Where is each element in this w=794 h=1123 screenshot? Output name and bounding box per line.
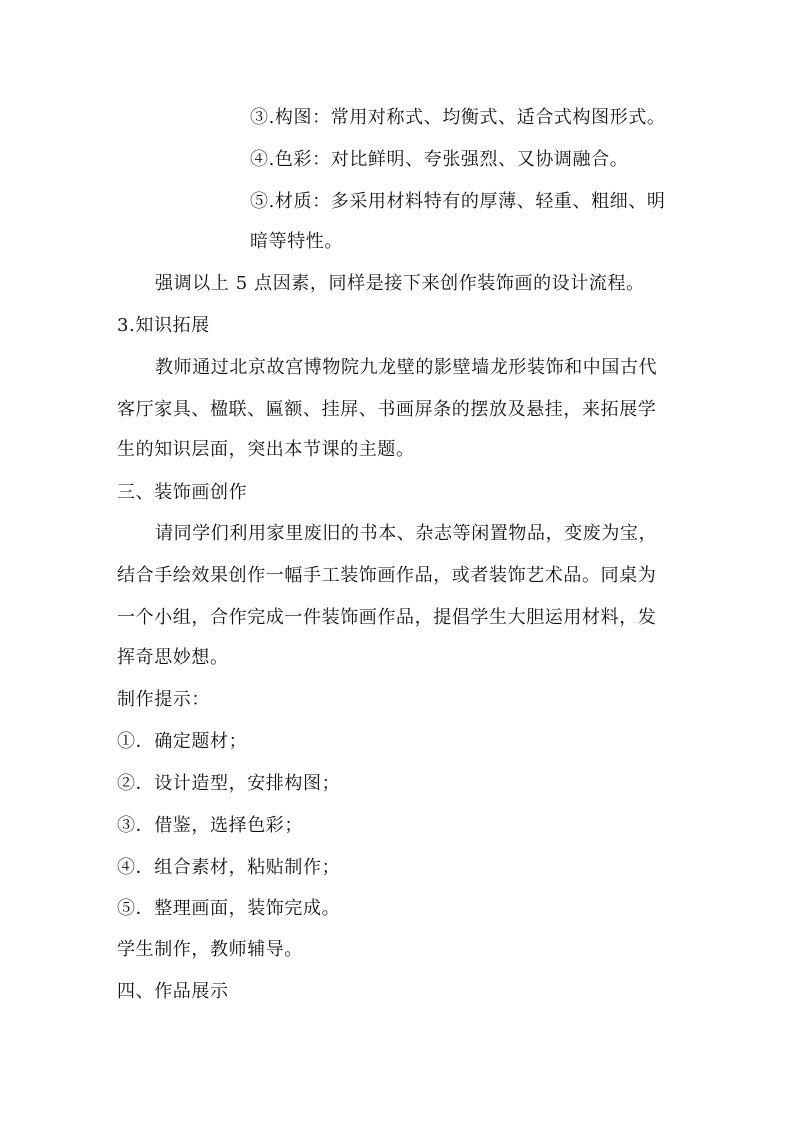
creation-paragraph-line: 结合手绘效果创作一幅手工装饰画作品，或者装饰艺术品。同桌为	[117, 565, 657, 586]
knowledge-paragraph-line: 生的知识层面，突出本节课的主题。	[117, 439, 415, 460]
creation-paragraph-line: 一个小组，合作完成一件装饰画作品，提倡学生大胆运用材料，发	[117, 607, 657, 628]
creation-paragraph-line: 请同学们利用家里废旧的书本、杂志等闲置物品，变废为宝，	[155, 523, 658, 544]
material-item: ⑤.材质：多采用材料特有的厚薄、轻重、粗细、明	[250, 191, 666, 212]
tip-item: ⑤．整理画面，装饰完成。	[117, 898, 341, 919]
color-item: ④.色彩：对比鲜明、夸张强烈、又协调融合。	[250, 149, 629, 170]
tip-item: ③．借鉴，选择色彩；	[117, 815, 303, 836]
material-item-continuation: 暗等特性。	[250, 231, 343, 252]
part-heading-creation: 三、装饰画创作	[117, 482, 248, 503]
knowledge-paragraph-line: 教师通过北京故宫博物院九龙壁的影壁墙龙形装饰和中国古代	[155, 357, 658, 378]
knowledge-paragraph-line: 客厅家具、楹联、匾额、挂屏、书画屏条的摆放及悬挂，来拓展学	[117, 399, 657, 420]
section-heading-knowledge-extension: 3.知识拓展	[117, 315, 210, 336]
tips-heading: 制作提示：	[117, 689, 210, 710]
tip-item: ④．组合素材，粘贴制作；	[117, 857, 341, 878]
part-heading-exhibition: 四、作品展示	[117, 981, 229, 1002]
composition-item: ③.构图：常用对称式、均衡式、适合式构图形式。	[250, 107, 666, 128]
emphasis-paragraph: 强调以上 5 点因素，同样是接下来创作装饰画的设计流程。	[155, 273, 645, 294]
creation-paragraph-line: 挥奇思妙想。	[117, 647, 229, 668]
tip-item: ①．确定题材；	[117, 731, 248, 752]
student-note: 学生制作，教师辅导。	[117, 939, 303, 960]
tip-item: ②．设计造型，安排构图；	[117, 773, 341, 794]
